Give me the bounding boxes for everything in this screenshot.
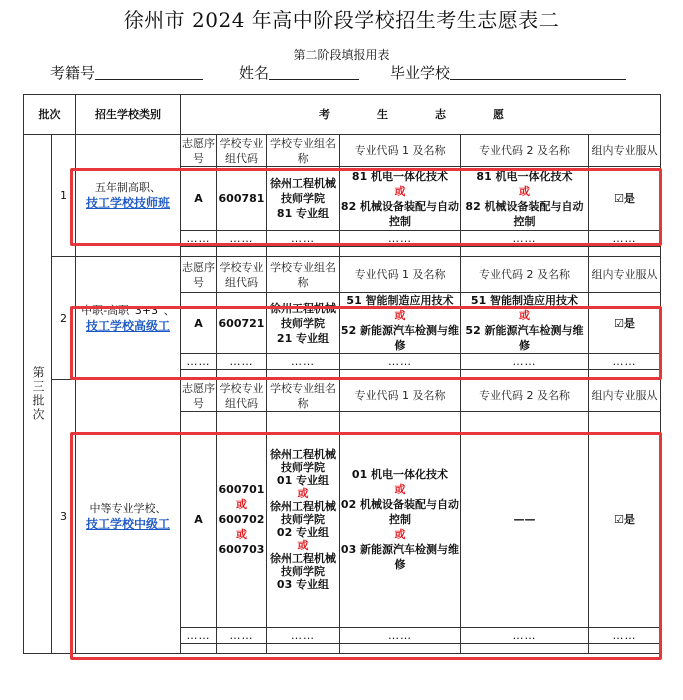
col-code: 学校专业组代码 bbox=[217, 135, 267, 167]
dots: …… bbox=[461, 354, 589, 370]
col-major1: 专业代码 1 及名称 bbox=[340, 257, 461, 293]
school-type-link[interactable]: 技工学校中级工 bbox=[85, 517, 170, 531]
col-code: 学校专业组代码 bbox=[217, 380, 267, 412]
obey-checkbox[interactable]: ☑是 bbox=[589, 167, 661, 231]
dots: …… bbox=[340, 231, 461, 247]
major-option: 82 机械设备装配与自动控制 bbox=[340, 199, 460, 228]
or-text: 或 bbox=[297, 487, 309, 500]
obey-checkbox[interactable]: ☑是 bbox=[589, 412, 661, 628]
col-major1: 专业代码 1 及名称 bbox=[340, 380, 461, 412]
school-blank[interactable] bbox=[450, 65, 626, 80]
row-index: 1 bbox=[52, 135, 76, 257]
major-option: 82 机械设备装配与自动控制 bbox=[465, 199, 584, 228]
header-wishes: 考 生 志 愿 bbox=[181, 95, 661, 135]
obey-checkbox[interactable]: ☑是 bbox=[589, 293, 661, 354]
dots: …… bbox=[181, 354, 217, 370]
dots: …… bbox=[461, 628, 589, 644]
wish-seq[interactable]: A bbox=[181, 167, 217, 231]
exam-no-label: 考籍号 bbox=[50, 64, 96, 82]
group-code[interactable]: 600721 bbox=[217, 293, 267, 354]
dots: …… bbox=[217, 628, 267, 644]
col-major1: 专业代码 1 及名称 bbox=[340, 135, 461, 167]
group-name: 21 专业组 bbox=[276, 331, 330, 345]
school-type-cell bbox=[76, 380, 181, 654]
dots: …… bbox=[340, 628, 461, 644]
dots: …… bbox=[181, 231, 217, 247]
dots: …… bbox=[181, 628, 217, 644]
major-option: 81 机电一体化技术 bbox=[476, 169, 573, 183]
col-school: 学校专业组名称 bbox=[267, 135, 340, 167]
col-major2: 专业代码 2 及名称 bbox=[461, 135, 589, 167]
name-blank[interactable] bbox=[269, 65, 359, 80]
dots: …… bbox=[589, 231, 661, 247]
dots: …… bbox=[267, 354, 340, 370]
col-code: 学校专业组代码 bbox=[217, 257, 267, 293]
dots: …… bbox=[267, 628, 340, 644]
or-text: 或 bbox=[297, 539, 309, 552]
name-field[interactable] bbox=[239, 62, 359, 83]
dots: …… bbox=[461, 231, 589, 247]
group-name: 02 专业组 bbox=[276, 526, 330, 539]
school-name: 徐州工程机械技师学院 bbox=[270, 500, 336, 526]
row-index: 2 bbox=[52, 257, 76, 380]
col-obey: 组内专业服从 bbox=[589, 135, 661, 167]
or-text: 或 bbox=[236, 528, 247, 541]
dots: …… bbox=[589, 354, 661, 370]
batch-label: 第三批次 bbox=[31, 366, 45, 422]
group-code: 600701 bbox=[218, 483, 265, 496]
major-option: 51 智能制造应用技术 bbox=[346, 294, 454, 307]
major1-cell[interactable] bbox=[340, 293, 461, 354]
col-major2: 专业代码 2 及名称 bbox=[461, 380, 589, 412]
header-batch: 批次 bbox=[24, 95, 76, 135]
col-seq: 志愿序号 bbox=[182, 381, 215, 410]
dots: …… bbox=[340, 354, 461, 370]
group-name: 01 专业组 bbox=[276, 474, 330, 487]
name-label: 姓名 bbox=[239, 64, 270, 82]
batch-cell bbox=[24, 135, 52, 654]
school-group-cell[interactable] bbox=[267, 167, 340, 231]
or-text: 或 bbox=[519, 184, 530, 198]
or-text: 或 bbox=[394, 483, 406, 496]
group-name: 03 专业组 bbox=[276, 578, 330, 591]
school-type-text: 五年制高职、 bbox=[95, 181, 161, 194]
major2-cell[interactable] bbox=[461, 293, 589, 354]
or-text: 或 bbox=[394, 528, 406, 541]
school-name: 徐州工程机械技师学院 bbox=[270, 448, 336, 474]
or-text: 或 bbox=[394, 309, 406, 322]
group-code: 600702 bbox=[218, 513, 265, 526]
col-seq: 志愿序号 bbox=[181, 257, 217, 293]
exam-no-field[interactable] bbox=[50, 62, 203, 83]
dots: …… bbox=[217, 231, 267, 247]
col-school: 学校专业组名称 bbox=[267, 257, 340, 293]
school-name: 徐州工程机械技师学院 bbox=[270, 552, 336, 578]
dots: …… bbox=[267, 231, 340, 247]
major1-cell[interactable] bbox=[340, 412, 461, 628]
form-title: 徐州市 2024 年高中阶段学校招生考生志愿表二 bbox=[123, 8, 560, 32]
dots: …… bbox=[589, 628, 661, 644]
col-obey: 组内专业服从 bbox=[589, 380, 661, 412]
school-type-link[interactable]: 技工学校技师班 bbox=[85, 196, 170, 210]
group-code[interactable]: 600781 bbox=[217, 167, 267, 231]
exam-no-blank[interactable] bbox=[95, 65, 203, 80]
school-name: 徐州工程机械技师学院 bbox=[270, 177, 336, 205]
wish-seq[interactable]: A bbox=[181, 412, 217, 628]
group-name: 81 专业组 bbox=[276, 207, 330, 220]
col-seq: 志愿序号 bbox=[182, 136, 215, 165]
dots: …… bbox=[217, 354, 267, 370]
school-group-cell[interactable] bbox=[267, 412, 340, 628]
col-major2: 专业代码 2 及名称 bbox=[461, 257, 589, 293]
school-type-text: 中等专业学校、 bbox=[89, 502, 167, 515]
major-option: 52 新能源汽车检测与维修 bbox=[465, 324, 584, 352]
major-option: 03 新能源汽车检测与维修 bbox=[340, 543, 460, 571]
major2-cell[interactable] bbox=[461, 167, 589, 231]
or-text: 或 bbox=[236, 498, 247, 511]
school-type-cell bbox=[76, 135, 181, 257]
major-option: 52 新能源汽车检测与维修 bbox=[340, 324, 460, 352]
major1-cell[interactable] bbox=[340, 167, 461, 231]
school-type-cell bbox=[76, 257, 181, 380]
group-code: 600703 bbox=[218, 543, 265, 556]
wish-seq[interactable]: A bbox=[181, 293, 217, 354]
school-label: 毕业学校 bbox=[390, 64, 451, 82]
school-field[interactable] bbox=[390, 62, 626, 83]
school-name: 徐州工程机械技师学院 bbox=[270, 301, 336, 330]
form-subtitle: 第二阶段填报用表 bbox=[293, 48, 390, 62]
school-type-link[interactable]: 技工学校高级工 bbox=[85, 318, 170, 333]
major-option: 01 机电一体化技术 bbox=[351, 468, 449, 481]
col-school: 学校专业组名称 bbox=[267, 380, 340, 412]
or-text: 或 bbox=[519, 309, 530, 322]
school-group-cell[interactable] bbox=[267, 293, 340, 354]
col-obey: 组内专业服从 bbox=[589, 257, 661, 293]
major-option: 81 机电一体化技术 bbox=[351, 169, 449, 183]
major-option: 51 智能制造应用技术 bbox=[470, 294, 579, 307]
or-text: 或 bbox=[394, 184, 406, 198]
group-codes-cell[interactable] bbox=[217, 412, 267, 628]
wish-table bbox=[23, 94, 661, 654]
row-index: 3 bbox=[52, 380, 76, 654]
major2-cell[interactable]: —— bbox=[461, 412, 589, 628]
major-option: 02 机械设备装配与自动控制 bbox=[340, 498, 460, 526]
school-type-text: 中职-高职“3+3”、 bbox=[81, 303, 175, 317]
header-school-type: 招生学校类别 bbox=[76, 95, 181, 135]
